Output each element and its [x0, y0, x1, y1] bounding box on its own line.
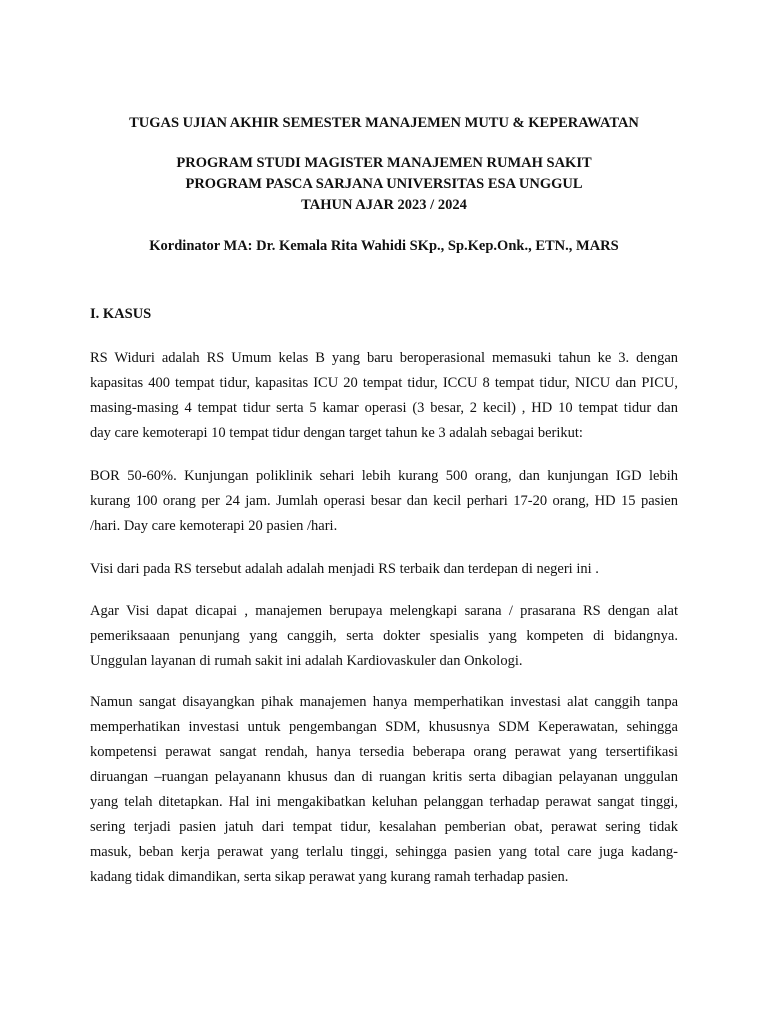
paragraph-line: masuk, beban kerja perawat yang terlalu tinggi, sehingga pasien yang total care juga kadang-: [90, 844, 678, 860]
paragraph-4: [90, 599, 678, 674]
academic-year: TAHUN AJAR 2023 / 2024: [301, 197, 467, 213]
university-title: PROGRAM PASCA SARJANA UNIVERSITAS ESA UNGGUL: [185, 176, 583, 192]
paragraph-line: Visi dari pada RS tersebut adalah adalah menjadi RS terbaik dan terdepan di negeri ini .: [90, 561, 599, 577]
section-heading: I. KASUS: [90, 306, 152, 322]
paragraph-line: BOR 50-60%. Kunjungan poliklinik sehari lebih kurang 500 orang, dan kunjungan IGD lebih: [90, 468, 678, 484]
coordinator-line: Kordinator MA: Dr. Kemala Rita Wahidi SKp., Sp.Kep.Onk., ETN., MARS: [149, 238, 619, 254]
paragraph-line: masing-masing 4 tempat tidur serta 5 kamar operasi (3 besar, 2 kecil) , HD 10 tempat tidur dan: [90, 400, 678, 416]
paragraph-line: sering terjadi pasien jatuh dari tempat tidur, kesalahan pemberian obat, perawat sering tidak: [90, 819, 678, 835]
paragraph-3: [90, 557, 678, 582]
paragraph-line: kurang 100 orang per 24 jam. Jumlah operasi besar dan kecil perhari 17-20 orang, HD 15 pasien: [90, 493, 678, 509]
paragraph-line: pemeriksaaan penunjang yang canggih, serta dokter spesialis yang kompeten di bidangnya.: [90, 628, 678, 644]
paragraph-1: [90, 346, 678, 446]
paragraph-5: [90, 690, 678, 890]
paragraph-line: kapasitas 400 tempat tidur, kapasitas ICU 20 tempat tidur, ICCU 8 tempat tidur, NICU dan PICU,: [90, 375, 678, 391]
paragraph-line: /hari. Day care kemoterapi 20 pasien /hari.: [90, 518, 338, 534]
paragraph-2: [90, 464, 678, 539]
paragraph-line: kadang tidak dimandikan, serta sikap perawat yang kurang ramah terhadap pasien.: [90, 869, 569, 885]
program-title: PROGRAM STUDI MAGISTER MANAJEMEN RUMAH SAKIT: [176, 155, 592, 171]
paragraph-line: day care kemoterapi 10 tempat tidur dengan target tahun ke 3 adalah sebagai berikut:: [90, 425, 583, 441]
paragraph-line: Unggulan layanan di rumah sakit ini adalah Kardiovaskuler dan Onkologi.: [90, 653, 523, 669]
exam-title: TUGAS UJIAN AKHIR SEMESTER MANAJEMEN MUTU & KEPERAWATAN: [129, 115, 639, 131]
paragraph-line: kompetensi perawat sangat rendah, hanya tersedia beberapa orang perawat yang tersertifikasi: [90, 744, 678, 760]
paragraph-line: RS Widuri adalah RS Umum kelas B yang baru beroperasional memasuki tahun ke 3. dengan: [90, 350, 678, 366]
paragraph-line: Namun sangat disayangkan pihak manajemen hanya memperhatikan investasi alat canggih tanpa: [90, 694, 678, 710]
paragraph-line: Agar Visi dapat dicapai , manajemen berupaya melengkapi sarana / prasarana RS dengan alat: [90, 603, 678, 619]
paragraph-line: memperhatikan investasi untuk pengembangan SDM, khususnya SDM Keperawatan, sehingga: [90, 719, 678, 735]
paragraph-line: yang telah ditetapkan. Hal ini mengakibatkan keluhan pelanggan terhadap perawat sangat tinggi,: [90, 794, 678, 810]
paragraph-line: diruangan –ruangan pelayanann khusus dan di ruangan kritis serta dibagian pelayanan unggulan: [90, 769, 678, 785]
